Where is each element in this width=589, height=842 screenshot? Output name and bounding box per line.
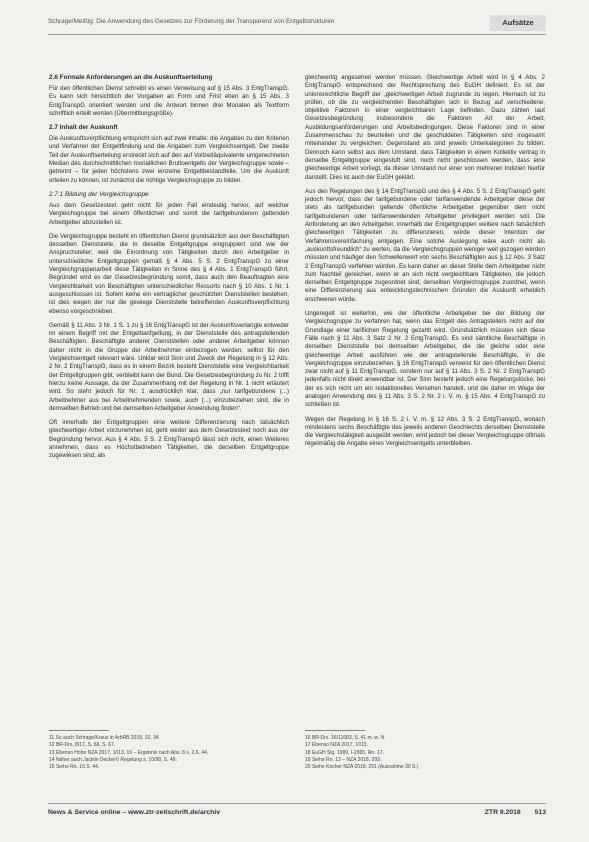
paragraph: Aus dem Gesetzestext geht nicht für jeden Fall eindeutig hervor, auf welcher Vergleichsgruppe bei einem öffentlichen und somit die tarifgebundenen geltenden Arbeitgeber abzustellen ist. [49, 201, 289, 226]
footnote: 17 Ebenso NZA 2017, 1013. [305, 742, 368, 749]
footnote-rule [305, 730, 365, 731]
page-footer [48, 803, 546, 821]
paragraph: Ungeregelt ist weiterhin, wie der öffentliche Arbeitgeber bei der Bildung der Vergleichsgruppe zu verfahren hat, wenn das Entgelt des Antragstellers nicht auf der Grundlage einer tariflichen Regelung gezahlt wird. Grundsätzlich müssten sich diese Fälle nach § 11 Abs. 3 Satz 2 Nr. 2 EntgTranspG. Es sind sämtliche Beschäftigte in derselben Dienststelle bei demselben Arbeitgeber, die die gleiche oder eine gleichwertige Arbeit ausführen wie der antragstellende Beschäftigte, in die Vergleichsgruppe einzubeziehen. § 16 EntgTranspG verweist für den öffentlichen Dienst zwar nicht auf § 11 EntgTranspG, sondern nur auf § 11 Abs. 3 S. 2 Nr. 2 EntgTranspG jedenfalls nicht direkt anwendbar ist. Der Sinn besteht jedoch eine Regelungslücke, bei der es sich nicht um ein redaktionelles Versehen handelt, und die daher im Wege der analogen Anwendung des § 11 Abs. 3 S. 2 Nr. 2 i. V. m. § 15 Abs. 4 EntgTranspG zu schließen ist. [305, 310, 545, 409]
issue-label: ZTR 9.2018 [484, 809, 521, 816]
heading-2-7: 2.7 Inhalt der Auskunft [49, 124, 118, 132]
page-number: 513 [534, 809, 546, 816]
footer-issue [485, 809, 546, 816]
paragraph: Wegen der Regelung in § 16 S. 2 i. V. m. § 12 Abs. 3 S. 2 EntgTranspG, wonach mindestens sechs Beschäftigte des jeweils anderen Geschlechts derselben Dienststelle die Vergleichstätigkeit ausgeübt werden, wird jedoch bei dieser Vergleichsgruppe oftmals regelmäßig die Angabe eines Vergleichsentgelts unterbleiben. [305, 415, 545, 448]
section-label: Aufsätze [490, 15, 546, 31]
footnotes-right [305, 735, 545, 771]
footer-rule [48, 803, 546, 804]
paragraph: Oft innerhalb der Entgeltgruppen eine weitere Differenzierung nach tatsächlich gleichwertiger Arbeit vorzunehmen ist, geht weder aus dem Gesetzestext noch aus der Begründung hervor. Aus § 4 Abs. 5 S. 2 EntgTranspG lässt sich nicht, einen Weiteres annehmen, dass es Höchstbetrieben Tätigkeiten, die derselben Entgeltgruppe zugewiesen sind, als [49, 419, 289, 460]
footnote: 18 EuGH Slg. 1999, I-2865, Rn. 17. [305, 749, 384, 756]
footnote: 19 Siehe Rn. 12 – NZA 2018, 293. [305, 756, 382, 763]
left-column [49, 74, 289, 467]
paragraph: Die Vergleichsgruppe besteht im öffentlichen Dienst grundsätzlich aus den Beschäftigten desselben Dienststelle, die in dieselbe Entgeltgruppe eingruppiert sind wie der Anspruchsteller; weil die Einordnung von Tätigkeiten durch den Arbeitgeber in unterschiedliche Entgeltgruppen gemäß § 4 Abs. 5 S. 2 EntgTranspG zu einer Vergleichgruppenarbeit diese Tätigkeiten in Sinne des § 4 Abs. 1 EntgTranspG führt. Begründet wird es der Gesetzesbegründung somit, dass auch den Beauftragten eine Vergleichbarkeit von Beschäftigten unterschiedlicher Ressorts nach § 10 Abs. 1 Nr. 1 ausgeschlossen ist. Sofern keine ein vertraglicher geschützten Dienststellen bestehen, ist dies wegen der nur die gewiege Dienststelle betreffenden Auskunftsverpflichtung ebenso vorgeschrieben. [49, 232, 289, 315]
footnote: 16 BR-Drs. 16/11683, S. 41 m. w. N. [305, 735, 386, 741]
right-column [305, 74, 545, 455]
footnote-rule [49, 730, 109, 731]
footnote: 12 BR-Drs. 8/17, S. 68, S. 67. [49, 742, 116, 749]
page-header [48, 14, 546, 34]
paragraph: Gemäß § 11 Abs. 3 Nr. 1 S. 1 zu § 16 EntgTranspG ist der Auskunftsverlangte entweder im einem Begriff mit der Entgelttarifgeltung, in der Dienststelle des antragstellenden Beschäftigten. Beschäftigte anderer Dienststellen oder anderer Arbeitgeber können daher nicht in die Gruppe der Arbeitnehmer einbezogen werden, selbst für den Vergleichsentgelt relevant wäre. Unklar wird Sinn und Zweck der Regelung in § 12 Abs. 2 Nr. 2 EntgTranspG, dass es in einem Bezirk besteht Dienststelle eine Vergleichbarkeit der Entgeltgruppen gibt, verbleibt kann der Bund. Die Gesetzesbegründung zu Nr. 2 trifft hierzu keine Aussage, da der Zusammenhang mit der Regelung in Nr. 1 nicht erläutert wird. So steht jedoch für Nr. 1 ausdrücklich klar, dass „nur tarifgebundene (...) Arbeitnehmer aus bei Arbeitnehmenden sowie, auch (...) einzubeziehen sind, die in demselben Betrieb und bei demselben Arbeitgeber Anwendung finden“. [49, 321, 289, 412]
footnote: 11 So auch Schrage/Kraus in ArbRB 2018, 32, 34. [49, 735, 161, 741]
footer-archive-link[interactable]: News & Service online – www.ztr-zeitschrift.de/archiv [48, 809, 220, 816]
header-rule [48, 34, 546, 35]
footnote: 15 Siehe Rn. 16 S. 44. [49, 764, 100, 771]
heading-2-7-1: 2.7.1 Bildung der Vergleichsgruppe [49, 190, 149, 198]
paragraph: Für den öffentlichen Dienst schreibt es einen Verweisung auf § 15 Abs. 3 EntgTranspG. Es kann sich hinsichtlich der Vorgaben an Form und Frist eben an § 15 Abs. 3 EntgTranspG orientiert werden und die Antwort binnen drei Monaten als Textform schriftlich erteilt werden (Übermittlungsgröße). [49, 85, 289, 117]
footnotes-left [49, 735, 289, 771]
footnote: 14 Näher auch Jacklin DeckerV Regelung s. 10/98, S. 48. [49, 756, 177, 763]
paragraph: Aus den Regelungen des § 14 EntgTranspG und des § 4 Abs. 5 S. 2 EntgTranspG geht jedoch hervor, dass der tarifgebundene oder tarifanwendende Arbeitgeber diese der stets als tarifgebunden geltende öffentliche Arbeitgeber gegenüber dem nicht tarifgebundenen oder tarifanwendenden Arbeitgeber privilegiert werden soll. Die Anforderung an den Arbeitgeber, innerhalb der Entgeltgruppen weitere nach tatsächlich gleichwertigen Tätigkeiten zu differenzieren, würde dieser Intention der Verfahrensvereinfachung entgegen. Eine solche Auslegung wäre auch nicht als „auskunftsfreundlich“ zu werten, da die Vergleichsgruppen weniger weit gezogen werden müssten und häufiger den Schwellenwert von sechs Beschäftigten aus § 12 Abs. 3 Satz 2 EntgTranspG verfehlen würden. Es kann daher an dieser Stelle dem Arbeitgeber nicht zum Nachteil gereichen, wenn er an sich nicht vergleichbare Tätigkeiten, die jedoch derselben Entgeltgruppe zugeordnet sind, derselben Vergleichsgruppe zuordnet, wenn eine Differenzierung aus entwicklungstechnischen Gründen die Auskunft erheblich erschweren würde. [305, 187, 545, 303]
footnote: 13 Ebenso Hohn NZA 2017, 1013, 16 – Ergebnis nach Abs. 8 s. 2.6, 44. [49, 749, 209, 756]
footnote: 20 Siehe Kocher NZA 2018, 291 (Ausnahme 30 S.) [305, 764, 419, 771]
paragraph: gleichwertig angesehen werden müssen. Gleichwertige Arbeit wird in § 4 Abs. 2 EntgTranspG entsprechend der Rechtsprechung des EuGH definiert. Es ist der unionsrechtliche Begriff der „gleichwertigen Arbeit zugrunde zu legen. Hiernach ist zu prüfen, ob die zu vergleichenden Beschäftigten sich in Bezug auf verschiedene, objektive Faktoren in einer vergleichbaren Lage befinden. Dazu zählen laut Gesetzesbegründung insbesondere die Faktoren Art der Arbeit, Ausbildungsanforderungen und Arbeitsbedingungen. Diese Faktoren sind in einer Zusammenschau zu beurteilen und die geschuldeten Tätigkeiten sind insgesamt miteinander zu vergleichen. Gegenstand als sind jeweils Unterkategorien zu bilden. Dennoch kann selbst aus dem Umstand, dass Tätigkeiten in einem Kollektiv vertrag in derselbe Entgeltgruppe eingestuft sind, noch nicht geschlossen werden, dass eine gleichwertige Arbeit vorliegt, da dieser Umstand nur einer von mehreren Indizien hierfür darstellt. Dies ist auch der EuGH geklärt. [305, 74, 545, 181]
running-title: Schrage/Meißig: Die Anwendung des Gesetzes zur Förderung der Transparenz von Entgeltstrukturen [48, 18, 335, 25]
heading-2-6: 2.6 Formale Anforderungen an die Auskunftserteilung [49, 74, 213, 81]
paragraph: Die Auskunftsverpflichtung entspricht sich auf zwei Inhalte: die Angaben zu den Kriterien und Verfahren der Entgeltfindung und die Angaben zum Vergleichsentgelt. Der zweite Teil der Auskunftserteilung erstreckt sich auf den auf Vollzeitäquivalente umgerechneten Median des durchschnittlichen monatlichen Bruttoentgelts der Vergleichsgruppe sowie – getrennt – für jeden höchstens zwei einzelne Entgeltbestandteile. Um die Auskunft erteilen zu können, ist zunächst die richtige Vergleichsgruppe zu bilden. [49, 135, 289, 184]
